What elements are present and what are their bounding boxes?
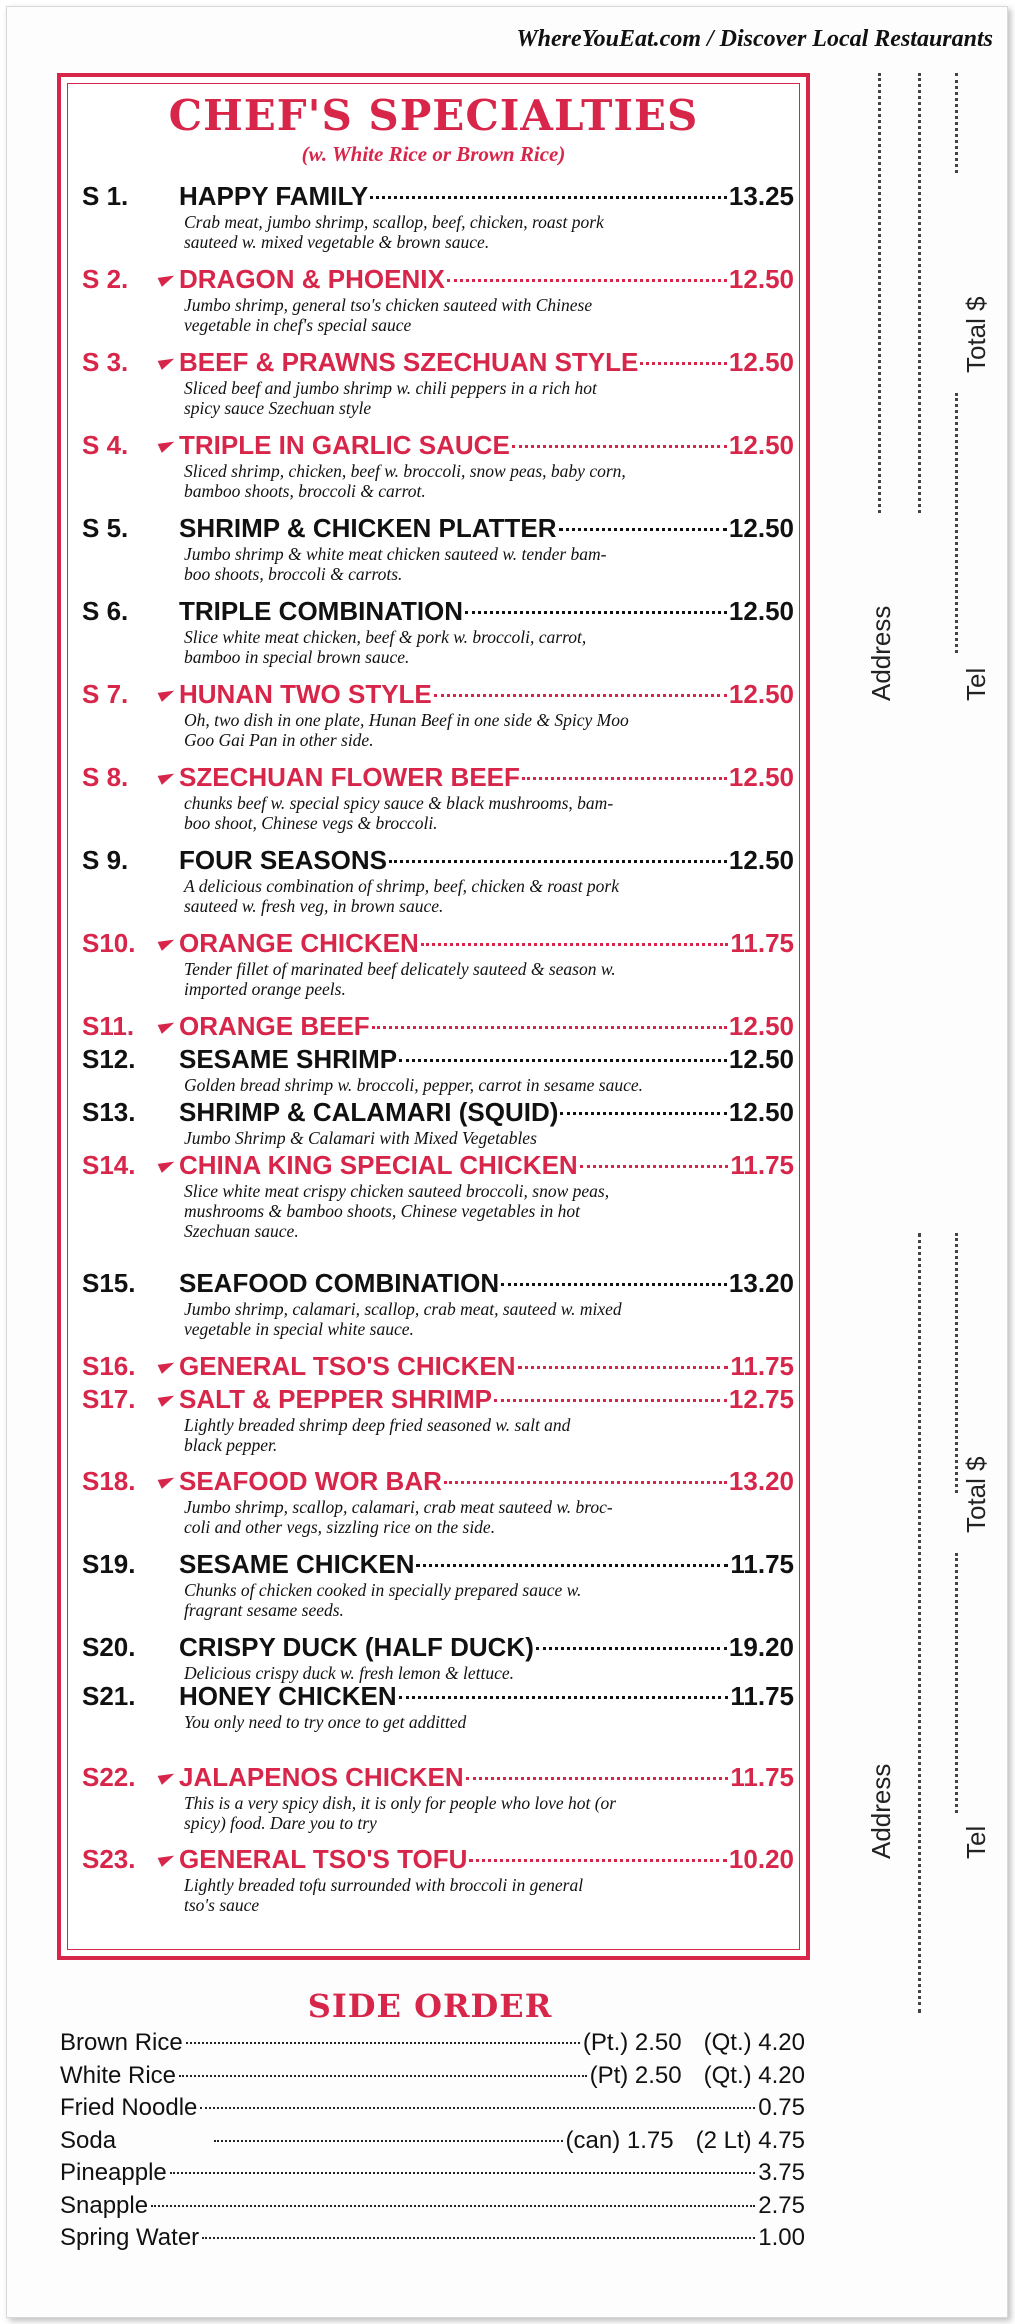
menu-item-description: sauteed w. mixed vegetable & brown sauce. (184, 232, 490, 252)
menu-item-description: Oh, two dish in one plate, Hunan Beef in one side & Spicy Moo (184, 710, 629, 730)
specialties-subtitle: (w. White Rice or Brown Rice) (301, 142, 566, 166)
menu-item-code: S18. (82, 1466, 136, 1496)
menu-item-description: Lightly breaded shrimp deep fried seasoned w. salt and (184, 1415, 571, 1435)
menu-item-price: 19.20 (728, 1632, 794, 1662)
menu-item-header (82, 346, 794, 378)
side-order-row (60, 2092, 805, 2125)
menu-item-description: sauteed w. fresh veg, in brown sauce. (184, 896, 444, 916)
menu-item-name: GENERAL TSO'S TOFU (179, 1844, 468, 1874)
side-order-row (60, 2190, 805, 2223)
specialties-title: CHEF'S SPECIALTIES (168, 91, 699, 140)
side-item-name: Snapple (60, 2191, 149, 2219)
menu-item-description: spicy sauce Szechuan style (184, 398, 372, 418)
menu-item-description: spicy) food. Dare you to try (184, 1813, 377, 1833)
menu-item-description: boo shoots, broccoli & carrots. (184, 564, 403, 584)
menu-item (82, 1383, 794, 1455)
menu-item-price: 12.50 (728, 513, 794, 543)
menu-item-description: Tender fillet of marinated beef delicately sauteed & season w. (184, 959, 616, 979)
menu-item-header (82, 678, 794, 710)
menu-item (82, 1843, 794, 1915)
dot-leader (370, 192, 727, 199)
menu-item (82, 346, 794, 418)
menu-item (82, 1631, 794, 1683)
side-order-row (60, 2125, 805, 2158)
menu-item-code: S 6. (82, 596, 129, 626)
menu-item-header (82, 844, 794, 876)
dot-leader (421, 939, 729, 946)
dot-leader (202, 2234, 755, 2239)
menu-item-description: vegetable in special white sauce. (184, 1319, 414, 1339)
menu-item-name: FOUR SEASONS (179, 845, 388, 875)
menu-item-description: coli and other vegs, sizzling rice on the side. (184, 1517, 496, 1537)
total-label-lower: Total $ (961, 1456, 991, 1533)
menu-item (82, 844, 794, 916)
menu-item-header (82, 1267, 794, 1299)
menu-item-price: 11.75 (730, 1150, 794, 1180)
dot-leader (399, 1692, 729, 1699)
dot-leader (465, 607, 727, 614)
watermark: WhereYouEat.com / Discover Local Restaurants (516, 26, 993, 52)
menu-item-code: S 7. (82, 679, 129, 709)
menu-item-name: ORANGE CHICKEN (179, 928, 419, 958)
menu-item (82, 263, 794, 335)
menu-item-description: Goo Gai Pan in other side. (184, 730, 374, 750)
menu-item-name: CHINA KING SPECIAL CHICKEN (179, 1150, 578, 1180)
menu-item-name: HONEY CHICKEN (179, 1681, 397, 1711)
menu-item-description: Slice white meat chicken, beef & pork w. broccoli, carrot, (184, 627, 587, 647)
menu-item-description: black pepper. (184, 1435, 278, 1455)
dot-leader (501, 1279, 727, 1286)
tel-label-upper: Tel (961, 667, 991, 701)
dot-leader (536, 1643, 727, 1650)
menu-item (82, 1010, 794, 1042)
menu-item-name: SHRIMP & CALAMARI (SQUID) (179, 1097, 559, 1127)
dot-leader (151, 2202, 755, 2207)
menu-item-price: 13.25 (728, 181, 794, 211)
dot-leader (580, 1161, 729, 1168)
menu-item-code: S12. (82, 1044, 136, 1074)
menu-item (82, 1149, 794, 1241)
menu-item-code: S 5. (82, 513, 129, 543)
side-order-row (60, 2222, 805, 2255)
menu-item-code: S21. (82, 1681, 136, 1711)
menu-item-code: S 9. (82, 845, 129, 875)
menu-item-price: 12.50 (728, 845, 794, 875)
menu-item-name: SALT & PEPPER SHRIMP (179, 1384, 493, 1414)
menu-item-code: S23. (82, 1844, 136, 1874)
side-item-name: Fried Noodle (60, 2094, 198, 2121)
menu-item-header (82, 1761, 794, 1793)
side-item-name: Spring Water (60, 2224, 200, 2251)
menu-item (82, 1043, 794, 1095)
menu-item-description: boo shoot, Chinese vegs & broccoli. (184, 813, 438, 833)
menu-item-price: 12.50 (728, 430, 794, 460)
chefs-specialties-panel (57, 73, 810, 1960)
dot-leader (494, 1395, 727, 1402)
side-item-quart-price: (Qt.) 4.20 (703, 2029, 805, 2056)
menu-item-code: S13. (82, 1097, 136, 1127)
side-order-title: SIDE ORDER (307, 1987, 553, 2025)
tel-line-upper-2 (955, 393, 958, 653)
dot-leader (200, 2104, 755, 2109)
menu-item-code: S10. (82, 928, 136, 958)
menu-item-name: JALAPENOS CHICKEN (179, 1762, 464, 1792)
menu-item-header (82, 927, 794, 959)
menu-item-price: 13.20 (728, 1268, 794, 1298)
menu-item-header (82, 1465, 794, 1497)
order-form-column (820, 73, 1000, 2253)
total-line-lower (955, 1233, 958, 1493)
menu-item-description: Golden bread shrimp w. broccoli, pepper, carrot in sesame sauce. (184, 1075, 643, 1095)
menu-item-description: Jumbo shrimp, scallop, calamari, crab meat sauteed w. broc- (184, 1497, 613, 1517)
side-item-pint-price: (Pt.) 2.50 (582, 2029, 682, 2056)
menu-item-header (82, 1096, 794, 1128)
dot-leader (466, 1773, 729, 1780)
dot-leader (170, 2169, 756, 2174)
side-item-price: 2.75 (758, 2191, 805, 2219)
menu-item-price: 10.20 (728, 1844, 794, 1874)
menu-item-description: Slice white meat crispy chicken sauteed broccoli, snow peas, (184, 1181, 610, 1201)
dot-leader (372, 1022, 727, 1029)
menu-item-price: 12.50 (728, 264, 794, 294)
menu-item-price: 12.50 (728, 762, 794, 792)
menu-item-price: 12.50 (728, 596, 794, 626)
menu-item-code: S15. (82, 1268, 136, 1298)
menu-item-code: S 2. (82, 264, 129, 294)
menu-item-price: 12.50 (728, 347, 794, 377)
menu-item-description: chunks beef w. special spicy sauce & black mushrooms, bam- (184, 793, 614, 813)
menu-item-name: TRIPLE IN GARLIC SAUCE (179, 430, 510, 460)
menu-item-code: S19. (82, 1549, 136, 1579)
menu-item (82, 429, 794, 501)
menu-item-description: You only need to try once to get additted (184, 1712, 467, 1732)
side-item-pint-price: (Pt) 2.50 (589, 2061, 682, 2089)
menu-item-price: 11.75 (730, 1351, 794, 1381)
menu-item-name: SEAFOOD COMBINATION (179, 1268, 500, 1298)
dot-leader (447, 275, 727, 282)
menu-item-code: S 8. (82, 762, 129, 792)
tel-line-upper (918, 73, 921, 513)
menu-item-code: S17. (82, 1384, 136, 1414)
menu-item-name: SHRIMP & CHICKEN PLATTER (179, 513, 557, 543)
menu-item-price: 12.75 (728, 1384, 794, 1414)
menu-item-header (82, 180, 794, 212)
address-line-upper (878, 73, 881, 513)
menu-item-header (82, 1843, 794, 1875)
dot-leader (469, 1855, 727, 1862)
dot-leader (640, 358, 727, 365)
menu-item-description: imported orange peels. (184, 979, 346, 999)
menu-item-name: DRAGON & PHOENIX (179, 264, 445, 294)
menu-item-price: 12.50 (728, 1097, 794, 1127)
menu-item-header (82, 1043, 794, 1075)
side-item-quart-price: (Qt.) 4.20 (703, 2061, 805, 2089)
menu-item (82, 1680, 794, 1732)
side-order-row (60, 2157, 805, 2190)
menu-item-price: 11.75 (730, 1681, 794, 1711)
menu-item-description: A delicious combination of shrimp, beef, chicken & roast pork (184, 876, 620, 896)
menu-item-name: HUNAN TWO STYLE (179, 679, 432, 709)
menu-item-header (82, 1149, 794, 1181)
menu-item (82, 512, 794, 584)
address-line-lower (918, 1233, 921, 2013)
menu-item-description: Lightly breaded tofu surrounded with broccoli in general (184, 1875, 584, 1895)
side-item-price: 0.75 (758, 2094, 805, 2121)
dot-leader (434, 690, 727, 697)
menu-item (82, 927, 794, 999)
side-order-list (60, 2027, 805, 2255)
menu-item-description: Chunks of chicken cooked in specially prepared sauce w. (184, 1580, 582, 1600)
menu-item-header (82, 1010, 794, 1042)
total-line-upper (955, 73, 958, 173)
menu-item-name: ORANGE BEEF (179, 1011, 370, 1041)
side-order-row (60, 2027, 805, 2060)
side-item-name: Brown Rice (60, 2029, 183, 2056)
menu-item-description: vegetable in chef's special sauce (184, 315, 412, 335)
menu-item (82, 595, 794, 667)
dot-leader (512, 441, 727, 448)
menu-item-header (82, 595, 794, 627)
menu-item-description: Delicious crispy duck w. fresh lemon & lettuce. (184, 1663, 514, 1683)
address-label-lower: Address (866, 1763, 896, 1859)
dot-leader (416, 1560, 728, 1567)
menu-item-description: Jumbo shrimp, calamari, scallop, crab meat, sauteed w. mixed (184, 1299, 622, 1319)
menu-item-header (82, 1350, 794, 1382)
menu-item-name: TRIPLE COMBINATION (179, 596, 464, 626)
menu-item-description: fragrant sesame seeds. (184, 1600, 344, 1620)
menu-item-price: 11.75 (730, 1762, 794, 1792)
dot-leader (559, 524, 727, 531)
menu-item-code: S 4. (82, 430, 129, 460)
menu-item (82, 1761, 794, 1833)
tel-line-lower (955, 1553, 958, 1813)
menu-item-description: This is a very spicy dish, it is only for people who love hot (or (184, 1793, 617, 1813)
side-item-name: White Rice (60, 2061, 177, 2089)
menu-item-code: S16. (82, 1351, 136, 1381)
dot-leader (389, 856, 727, 863)
menu-item (82, 1096, 794, 1148)
menu-item-code: S 1. (82, 181, 129, 211)
menu-item-price: 12.50 (728, 1044, 794, 1074)
menu-item (82, 1465, 794, 1537)
menu-item (82, 1548, 794, 1620)
menu-item-code: S22. (82, 1762, 136, 1792)
menu-item-name: SESAME CHICKEN (179, 1549, 415, 1579)
menu-item-description: Crab meat, jumbo shrimp, scallop, beef, chicken, roast pork (184, 212, 604, 232)
menu-item-description: bamboo shoots, broccoli & carrot. (184, 481, 426, 501)
side-item-name: Pineapple (60, 2159, 167, 2186)
menu-item-header (82, 429, 794, 461)
menu-item-code: S11. (82, 1011, 135, 1041)
total-label-upper: Total $ (961, 296, 991, 373)
menu-item-header (82, 263, 794, 295)
menu-item-price: 11.75 (730, 1549, 794, 1579)
menu-item-price: 13.20 (728, 1466, 794, 1496)
menu-item-header (82, 512, 794, 544)
menu-item-description: Jumbo shrimp & white meat chicken sauteed w. tender bam- (184, 544, 607, 564)
side-order-row (60, 2060, 805, 2093)
dot-leader (399, 1055, 727, 1062)
side-item-liter-price: (2 Lt) 4.75 (695, 2126, 805, 2154)
menu-item-header (82, 1383, 794, 1415)
menu-item-code: S14. (82, 1150, 136, 1180)
dot-leader (186, 2039, 580, 2044)
menu-item (82, 678, 794, 750)
menu-item-price: 12.50 (728, 679, 794, 709)
menu-item-header (82, 761, 794, 793)
menu-item-description: tso's sauce (184, 1895, 260, 1915)
dot-leader (179, 2072, 587, 2077)
menu-item-description: Szechuan sauce. (184, 1221, 299, 1241)
menu-item-description: Sliced shrimp, chicken, beef w. broccoli, snow peas, baby corn, (184, 461, 626, 481)
menu-item-name: HAPPY FAMILY (179, 181, 369, 211)
menu-item (82, 1350, 794, 1382)
tel-label-lower: Tel (961, 1825, 991, 1859)
side-item-name: Soda (60, 2126, 117, 2154)
dot-leader (444, 1477, 727, 1484)
menu-item-name: BEEF & PRAWNS SZECHUAN STYLE (179, 347, 639, 377)
menu-item-code: S 3. (82, 347, 129, 377)
menu-item-code: S20. (82, 1632, 136, 1662)
dot-leader (518, 1362, 729, 1369)
menu-item-header (82, 1680, 794, 1712)
menu-item-header (82, 1548, 794, 1580)
dot-leader (522, 773, 727, 780)
menu-item (82, 1267, 794, 1339)
menu-item-price: 12.50 (728, 1011, 794, 1041)
side-item-price: 3.75 (758, 2159, 805, 2186)
menu-item (82, 180, 794, 252)
menu-item-name: CRISPY DUCK (HALF DUCK) (179, 1632, 534, 1662)
menu-item-price: 11.75 (730, 928, 794, 958)
menu-item-name: GENERAL TSO'S CHICKEN (179, 1351, 516, 1381)
menu-item-name: SEAFOOD WOR BAR (179, 1466, 442, 1496)
menu-item-name: SESAME SHRIMP (179, 1044, 398, 1074)
menu-item (82, 761, 794, 833)
dot-leader (214, 2137, 562, 2142)
menu-item-description: Jumbo shrimp, general tso's chicken sauteed with Chinese (184, 295, 593, 315)
menu-item-description: bamboo in special brown sauce. (184, 647, 410, 667)
menu-item-description: Sliced beef and jumbo shrimp w. chili peppers in a rich hot (184, 378, 597, 398)
menu-item-description: mushrooms & bamboo shoots, Chinese vegetables in hot (184, 1201, 580, 1221)
menu-item-description: Jumbo Shrimp & Calamari with Mixed Vegetables (184, 1128, 537, 1148)
dot-leader (560, 1108, 727, 1115)
address-label-upper: Address (866, 605, 896, 701)
side-item-can-price: (can) 1.75 (565, 2126, 674, 2154)
menu-item-name: SZECHUAN FLOWER BEEF (179, 762, 520, 792)
menu-item-header (82, 1631, 794, 1663)
side-item-price: 1.00 (758, 2224, 805, 2251)
